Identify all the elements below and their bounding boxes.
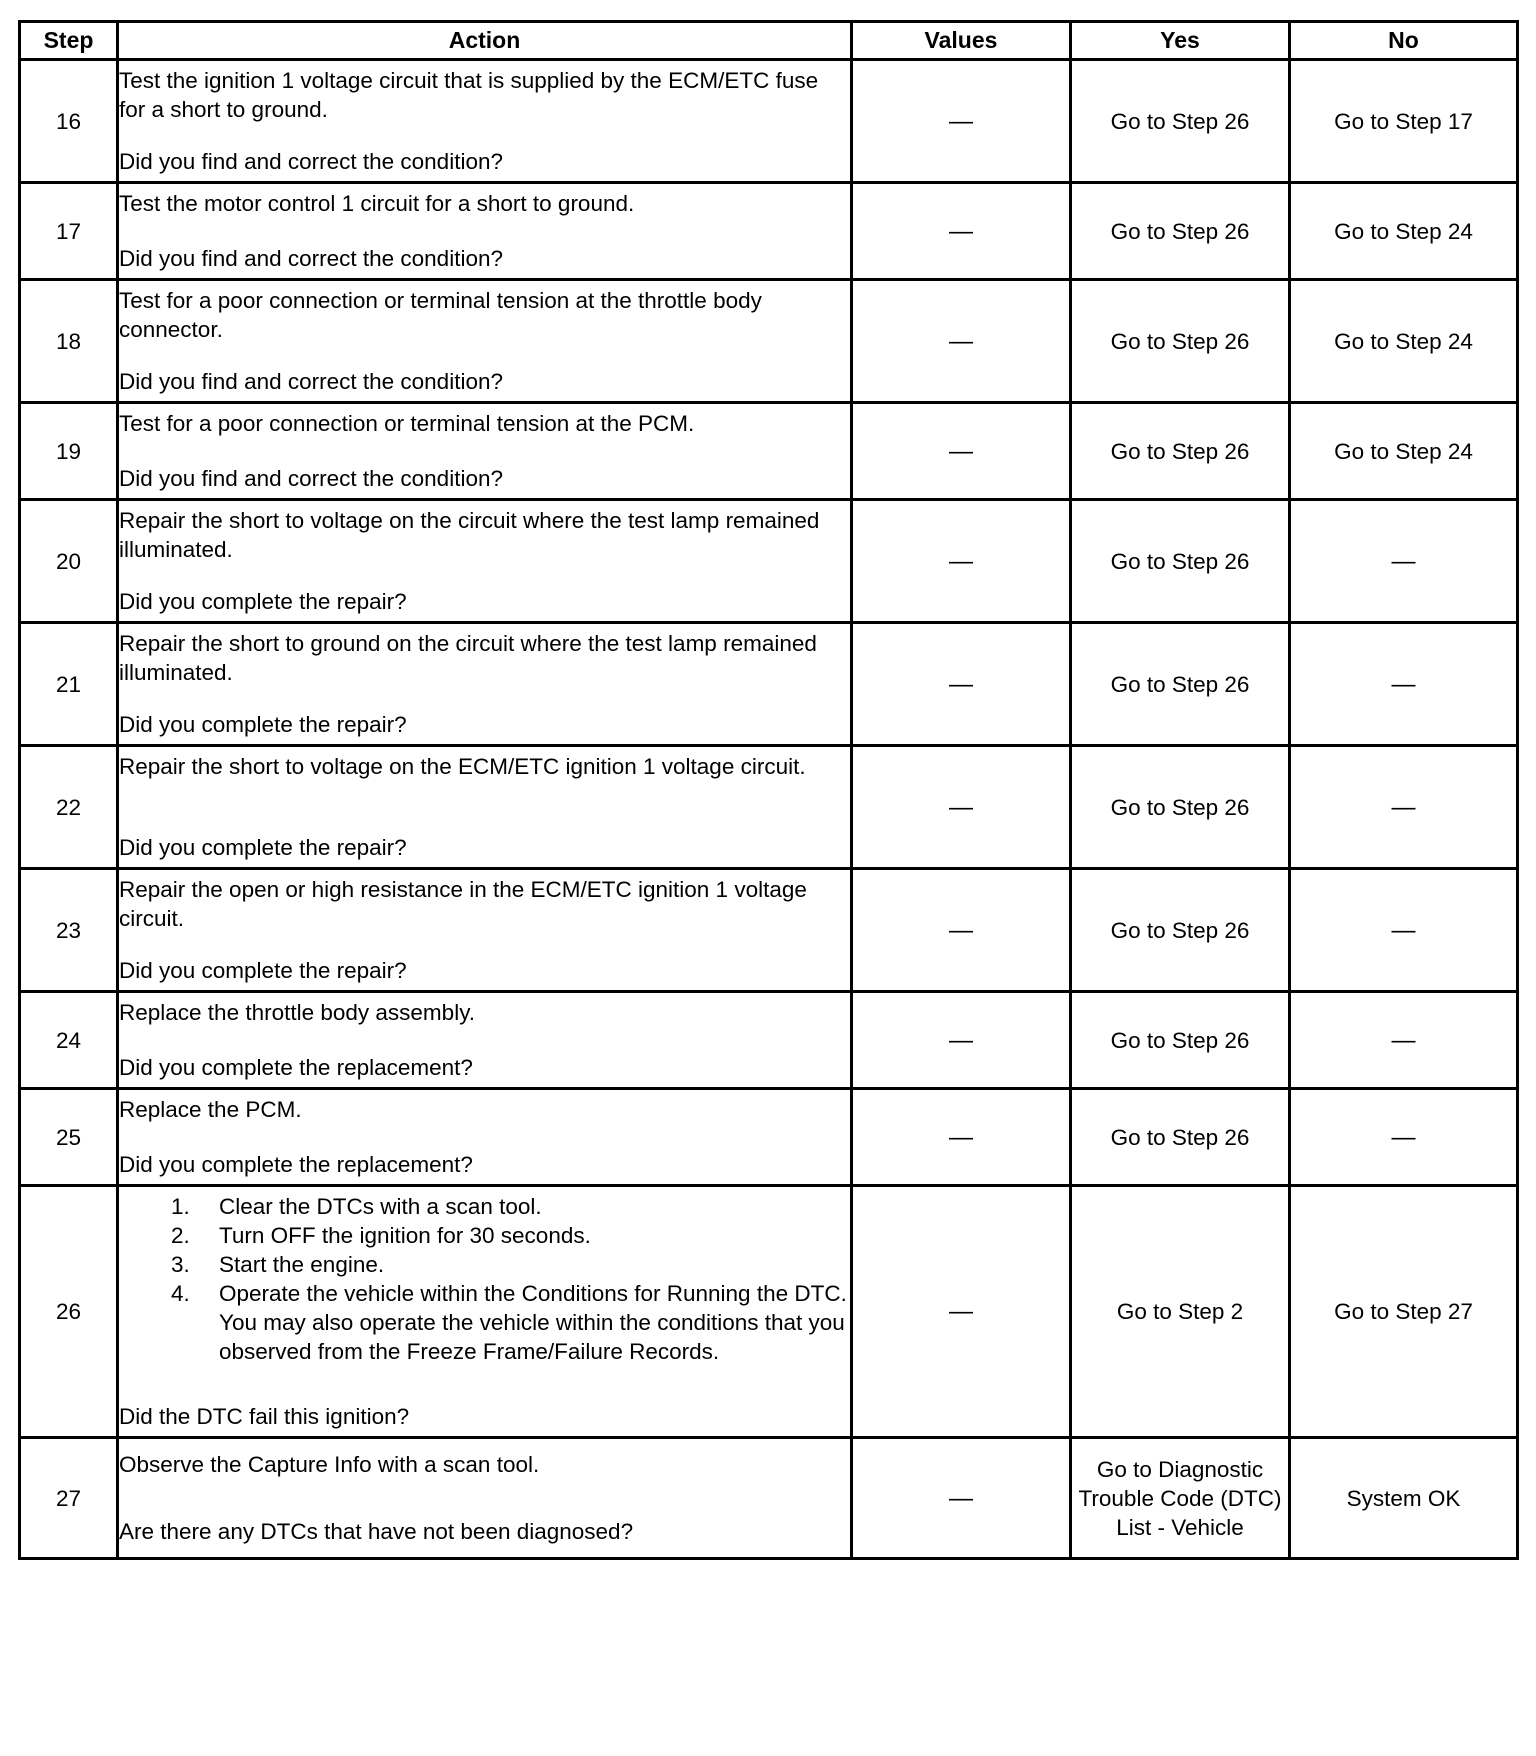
step-number: 22 bbox=[20, 746, 118, 869]
yes-cell: Go to Step 26 bbox=[1071, 746, 1290, 869]
values-cell: — bbox=[852, 60, 1071, 183]
header-yes: Yes bbox=[1071, 22, 1290, 60]
step-number: 20 bbox=[20, 500, 118, 623]
action-text: Test the motor control 1 circuit for a short to ground. bbox=[119, 191, 635, 216]
header-no: No bbox=[1290, 22, 1518, 60]
step-number: 27 bbox=[20, 1438, 118, 1559]
list-item-number: 1. bbox=[171, 1194, 190, 1219]
action-question: Did the DTC fail this ignition? bbox=[119, 1404, 410, 1429]
action-text: Replace the PCM. bbox=[119, 1097, 302, 1122]
values-cell: — bbox=[852, 280, 1071, 403]
yes-cell: Go to Step 26 bbox=[1071, 869, 1290, 992]
no-cell: — bbox=[1290, 869, 1518, 992]
yes-cell: Go to Step 26 bbox=[1071, 500, 1290, 623]
table-row bbox=[20, 623, 1518, 746]
values-cell: — bbox=[852, 403, 1071, 500]
step-number: 19 bbox=[20, 403, 118, 500]
values-cell: — bbox=[852, 500, 1071, 623]
action-step-list bbox=[119, 1192, 850, 1366]
values-cell: — bbox=[852, 623, 1071, 746]
table-row bbox=[20, 869, 1518, 992]
table-row bbox=[20, 1438, 1518, 1559]
action-question: Did you complete the repair? bbox=[119, 712, 407, 737]
values-cell: — bbox=[852, 746, 1071, 869]
no-cell: Go to Step 24 bbox=[1290, 183, 1518, 280]
header-row bbox=[20, 22, 1518, 60]
values-cell: — bbox=[852, 1089, 1071, 1186]
action-cell bbox=[118, 403, 852, 500]
list-item-text: Clear the DTCs with a scan tool. bbox=[219, 1194, 542, 1219]
table-row bbox=[20, 746, 1518, 869]
header-action: Action bbox=[118, 22, 852, 60]
action-text: Repair the short to voltage on the circuit where the test lamp remained illuminated. bbox=[119, 508, 820, 562]
table-row bbox=[20, 183, 1518, 280]
step-number: 25 bbox=[20, 1089, 118, 1186]
step-number: 26 bbox=[20, 1186, 118, 1438]
step-number: 16 bbox=[20, 60, 118, 183]
step-number: 24 bbox=[20, 992, 118, 1089]
action-cell bbox=[118, 992, 852, 1089]
yes-cell: Go to Diagnostic Trouble Code (DTC) List - Vehicle bbox=[1071, 1438, 1290, 1559]
list-item-number: 2. bbox=[171, 1223, 190, 1248]
no-cell: — bbox=[1290, 500, 1518, 623]
step-number: 23 bbox=[20, 869, 118, 992]
no-cell: — bbox=[1290, 1089, 1518, 1186]
action-text: Test the ignition 1 voltage circuit that is supplied by the ECM/ETC fuse for a short to ground. bbox=[119, 68, 819, 122]
list-item-text: Operate the vehicle within the Conditions for Running the DTC. You may also operate the vehicle within the conditions that you observed from the Freeze Frame/Failure Records. bbox=[219, 1281, 847, 1364]
list-item-text: Start the engine. bbox=[219, 1252, 385, 1277]
step-number: 18 bbox=[20, 280, 118, 403]
no-cell: Go to Step 17 bbox=[1290, 60, 1518, 183]
list-item bbox=[119, 1279, 850, 1366]
yes-cell: Go to Step 26 bbox=[1071, 1089, 1290, 1186]
action-cell bbox=[118, 1438, 852, 1559]
action-cell bbox=[118, 1089, 852, 1186]
yes-cell: Go to Step 26 bbox=[1071, 183, 1290, 280]
action-cell bbox=[118, 1186, 852, 1438]
diagnostic-steps-table bbox=[18, 20, 1519, 1560]
action-question: Did you complete the repair? bbox=[119, 835, 407, 860]
yes-cell: Go to Step 26 bbox=[1071, 60, 1290, 183]
action-question: Did you find and correct the condition? bbox=[119, 466, 503, 491]
table-row bbox=[20, 992, 1518, 1089]
table-row bbox=[20, 403, 1518, 500]
step-number: 21 bbox=[20, 623, 118, 746]
yes-cell: Go to Step 26 bbox=[1071, 992, 1290, 1089]
table-row bbox=[20, 1089, 1518, 1186]
table-row bbox=[20, 500, 1518, 623]
no-cell: Go to Step 24 bbox=[1290, 403, 1518, 500]
values-cell: — bbox=[852, 992, 1071, 1089]
action-text: Test for a poor connection or terminal tension at the throttle body connector. bbox=[119, 288, 762, 342]
table-row bbox=[20, 60, 1518, 183]
action-text: Test for a poor connection or terminal tension at the PCM. bbox=[119, 411, 695, 436]
yes-cell: Go to Step 26 bbox=[1071, 403, 1290, 500]
diagnostic-table-container bbox=[18, 20, 1516, 1560]
table-row bbox=[20, 280, 1518, 403]
no-cell: Go to Step 24 bbox=[1290, 280, 1518, 403]
table-row bbox=[20, 1186, 1518, 1438]
action-cell bbox=[118, 623, 852, 746]
action-cell bbox=[118, 183, 852, 280]
list-item bbox=[119, 1192, 850, 1221]
yes-cell: Go to Step 2 bbox=[1071, 1186, 1290, 1438]
yes-cell: Go to Step 26 bbox=[1071, 280, 1290, 403]
no-cell: — bbox=[1290, 992, 1518, 1089]
action-question: Did you find and correct the condition? bbox=[119, 369, 503, 394]
no-cell: — bbox=[1290, 746, 1518, 869]
action-question: Did you find and correct the condition? bbox=[119, 149, 503, 174]
list-item bbox=[119, 1221, 850, 1250]
action-question: Did you complete the replacement? bbox=[119, 1055, 473, 1080]
values-cell: — bbox=[852, 1438, 1071, 1559]
action-question: Did you complete the replacement? bbox=[119, 1152, 473, 1177]
values-cell: — bbox=[852, 869, 1071, 992]
no-cell: System OK bbox=[1290, 1438, 1518, 1559]
yes-cell: Go to Step 26 bbox=[1071, 623, 1290, 746]
header-step: Step bbox=[20, 22, 118, 60]
step-number: 17 bbox=[20, 183, 118, 280]
action-cell bbox=[118, 280, 852, 403]
action-cell bbox=[118, 500, 852, 623]
list-item-number: 3. bbox=[171, 1252, 190, 1277]
action-question: Did you find and correct the condition? bbox=[119, 246, 503, 271]
action-text: Repair the short to voltage on the ECM/ETC ignition 1 voltage circuit. bbox=[119, 754, 806, 779]
list-item bbox=[119, 1250, 850, 1279]
action-question: Did you complete the repair? bbox=[119, 589, 407, 614]
action-question: Are there any DTCs that have not been diagnosed? bbox=[119, 1519, 634, 1544]
action-text: Observe the Capture Info with a scan tool. bbox=[119, 1452, 540, 1477]
action-text: Repair the short to ground on the circuit where the test lamp remained illuminated. bbox=[119, 631, 817, 685]
action-text: Repair the open or high resistance in the ECM/ETC ignition 1 voltage circuit. bbox=[119, 877, 807, 931]
action-cell bbox=[118, 746, 852, 869]
values-cell: — bbox=[852, 183, 1071, 280]
action-question: Did you complete the repair? bbox=[119, 958, 407, 983]
list-item-text: Turn OFF the ignition for 30 seconds. bbox=[219, 1223, 591, 1248]
list-item-number: 4. bbox=[171, 1281, 190, 1306]
action-text: Replace the throttle body assembly. bbox=[119, 1000, 476, 1025]
no-cell: — bbox=[1290, 623, 1518, 746]
header-values: Values bbox=[852, 22, 1071, 60]
no-cell: Go to Step 27 bbox=[1290, 1186, 1518, 1438]
action-cell bbox=[118, 869, 852, 992]
action-cell bbox=[118, 60, 852, 183]
values-cell: — bbox=[852, 1186, 1071, 1438]
